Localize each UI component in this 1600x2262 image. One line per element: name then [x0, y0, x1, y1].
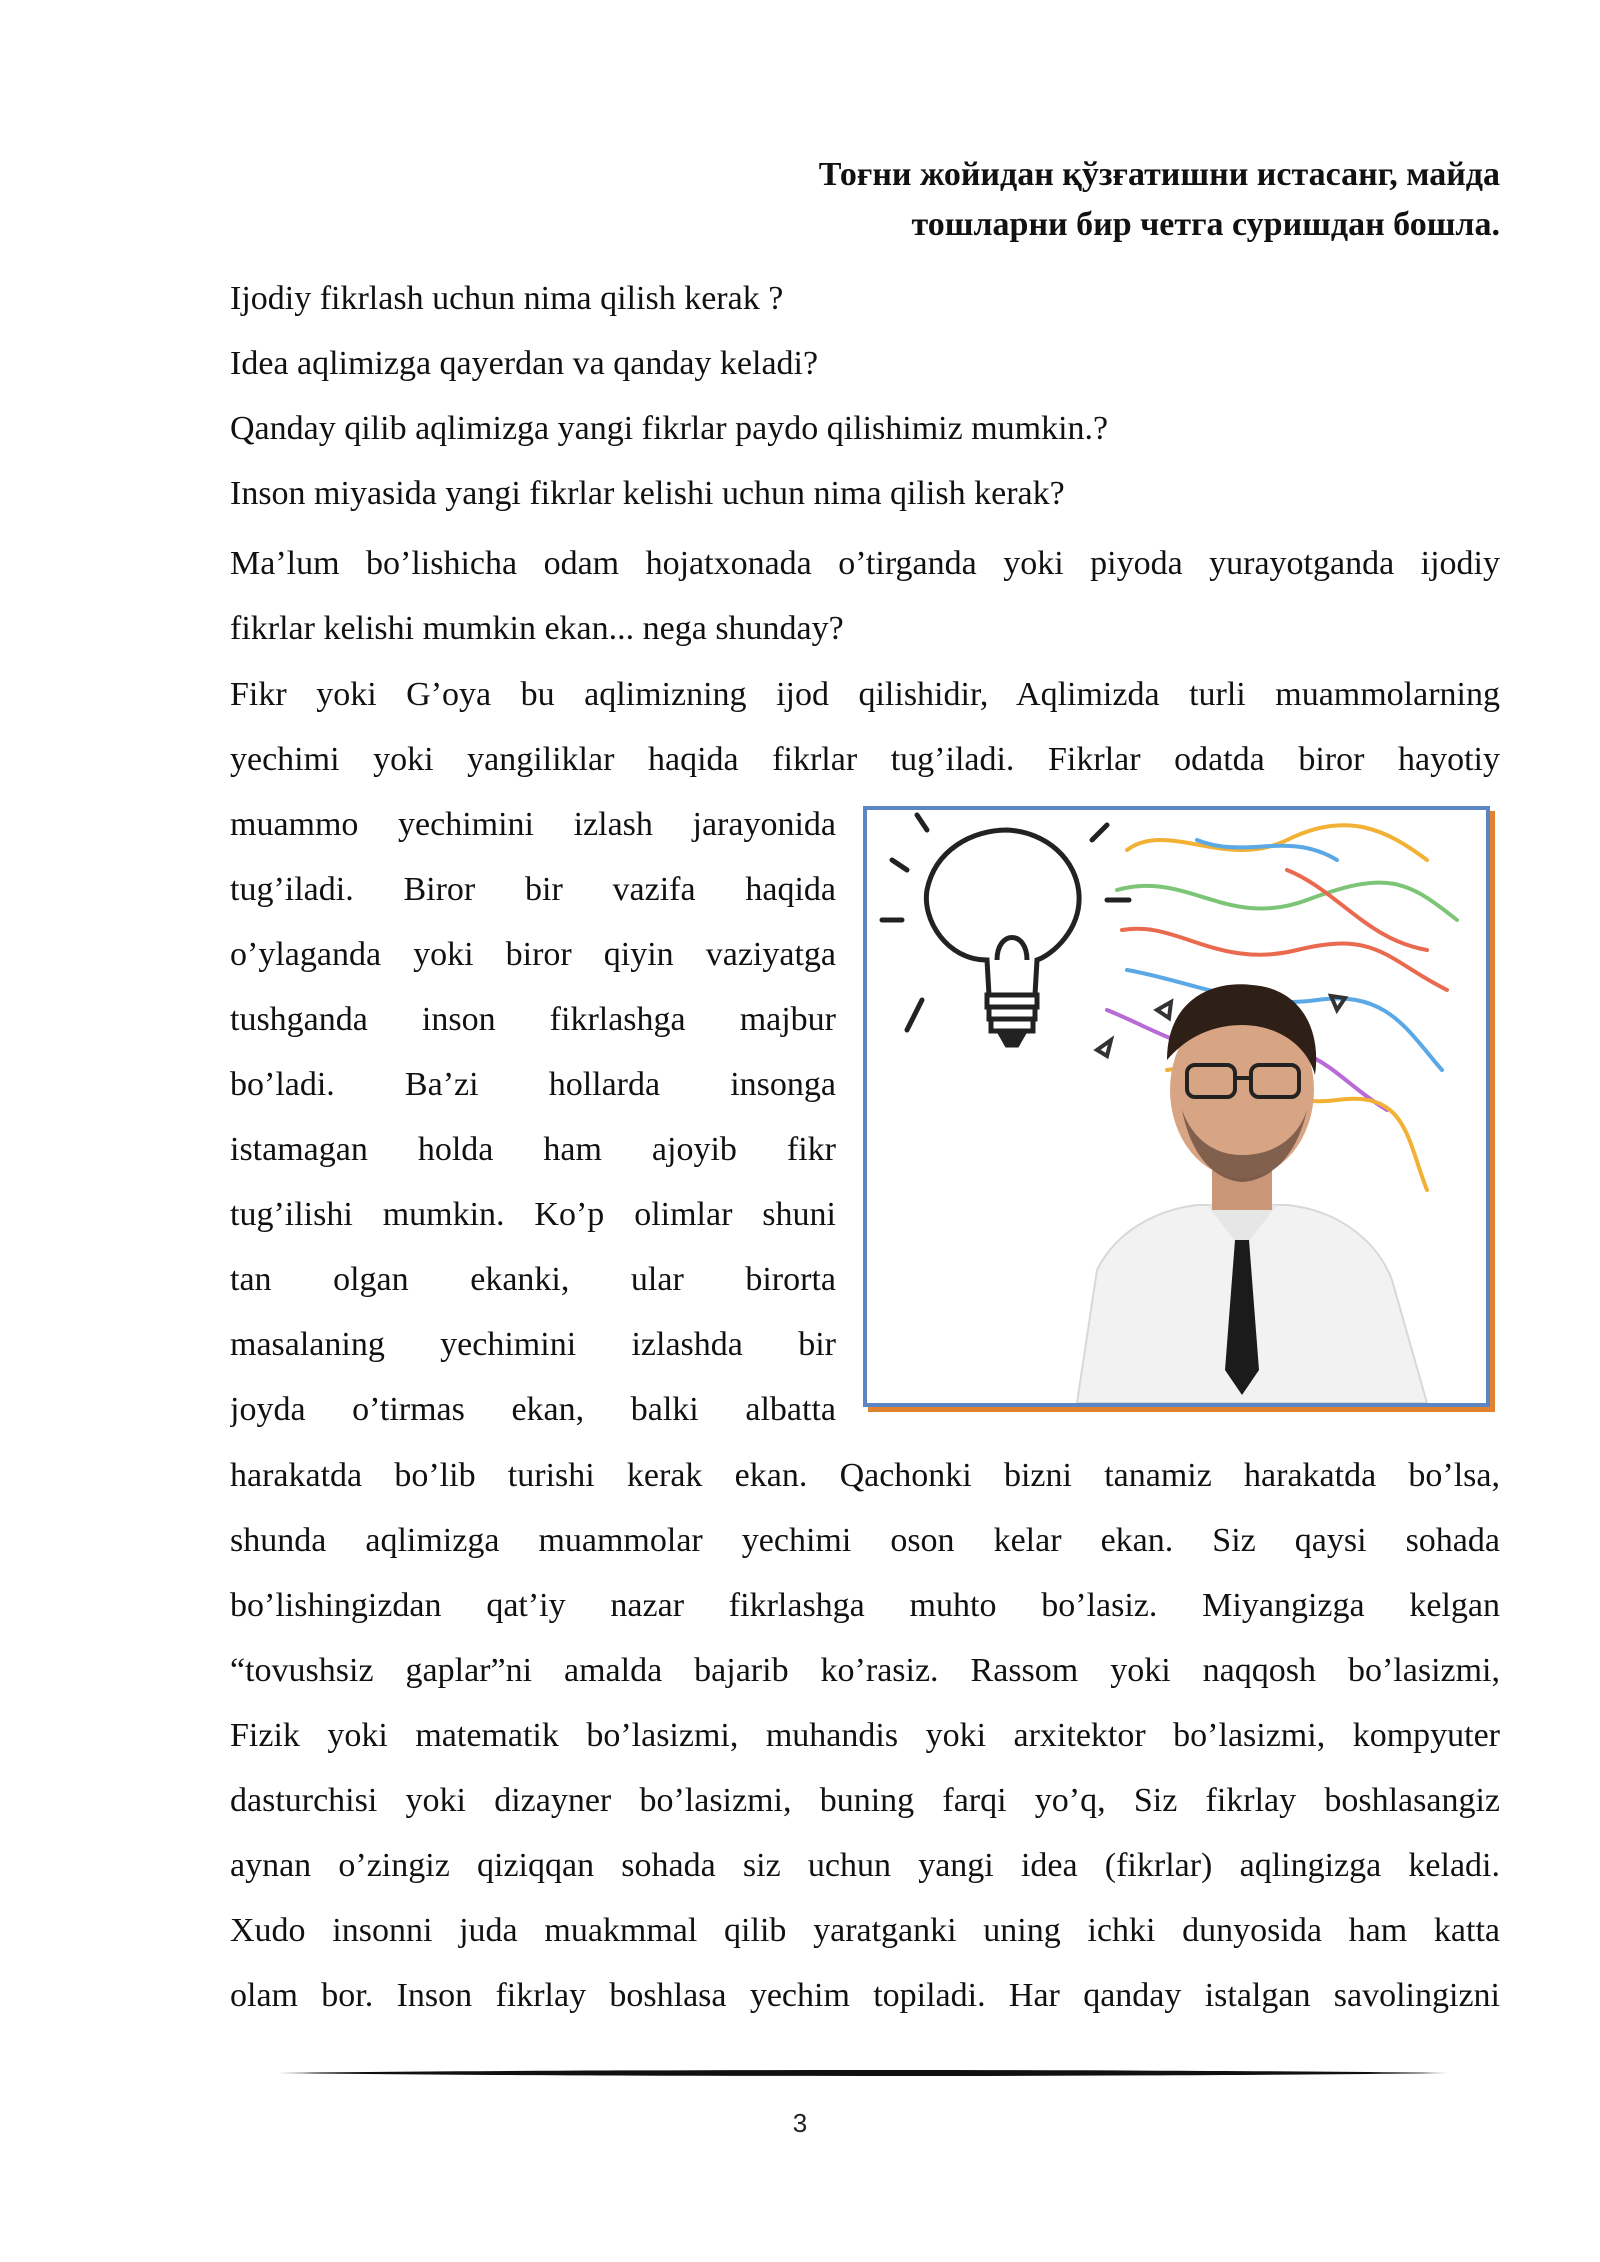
question-line: Ijodiy fikrlash uchun nima qilish kerak ?	[230, 280, 784, 317]
paragraph-line: shunda aqlimizga muammolar yechimi oson kelar ekan. Siz qaysi sohada	[230, 1522, 1500, 1559]
paragraph-line: dasturchisi yoki dizayner bo’lasizmi, buning farqi yo’q, Siz fikrlay boshlasangiz	[230, 1782, 1500, 1819]
man-figure	[1077, 984, 1427, 1403]
paragraph-line: muammo yechimini izlash jarayonida	[230, 806, 836, 843]
page-number: 3	[792, 2108, 808, 2138]
paragraph-line: istamagan holda ham ajoyib fikr	[230, 1131, 836, 1168]
paragraph-line: bo’ladi. Ba’zi hollarda insonga	[230, 1066, 836, 1103]
paragraph-line: tushganda inson fikrlashga majbur	[230, 1001, 836, 1038]
paragraph-line: Fikr yoki G’oya bu aqlimizning ijod qilishidir, Aqlimizda turli muammolarning	[230, 676, 1500, 713]
paragraph-line: tug’iladi. Biror bir vazifa haqida	[230, 871, 836, 908]
epigraph-line: Тоғни жойидан қўзғатишни истасанг, майда	[818, 156, 1500, 193]
paragraph-line: masalaning yechimini izlashda bir	[230, 1326, 836, 1363]
epigraph	[600, 150, 1500, 250]
paragraph-line: “tovushsiz gaplar”ni amalda bajarib ko’rasiz. Rassom yoki naqqosh bo’lasizmi,	[230, 1652, 1500, 1689]
paragraph-line: bo’lishingizdan qat’iy nazar fikrlashga muhto bo’lasiz. Miyangizga kelgan	[230, 1587, 1500, 1624]
paragraph-line: o’ylaganda yoki biror qiyin vaziyatga	[230, 936, 836, 973]
paragraph-line: yechimi yoki yangiliklar haqida fikrlar tug’iladi. Fikrlar odatda biror hayotiy	[230, 741, 1500, 778]
question-line: Idea aqlimizga qayerdan va qanday keladi?	[230, 345, 819, 382]
epigraph-line: тошларни бир четга суришдан бошла.	[911, 206, 1500, 243]
paragraph-line: Xudo insonni juda muakmmal qilib yaratganki uning ichki dunyosida ham katta	[230, 1912, 1500, 1949]
illustration-thinking-man	[863, 806, 1490, 1407]
paragraph-line: tan olgan ekanki, ular birorta	[230, 1261, 836, 1298]
paragraph-line: joyda o’tirmas ekan, balki albatta	[230, 1391, 836, 1428]
question-line: Qanday qilib aqlimizga yangi fikrlar paydo qilishimiz mumkin.?	[230, 410, 1109, 447]
paragraph-line: Ma’lum bo’lishicha odam hojatxonada o’tirganda yoki piyoda yurayotganda ijodiy	[230, 545, 1500, 582]
footer-divider	[278, 2066, 1448, 2080]
paragraph-line: harakatda bo’lib turishi kerak ekan. Qachonki bizni tanamiz harakatda bo’lsa,	[230, 1457, 1500, 1494]
paragraph-line: tug’ilishi mumkin. Ko’p olimlar shuni	[230, 1196, 836, 1233]
paragraph-line: fikrlar kelishi mumkin ekan... nega shunday?	[230, 610, 844, 647]
paragraph-line: olam bor. Inson fikrlay boshlasa yechim topiladi. Har qanday istalgan savolingizni	[230, 1977, 1500, 2014]
question-line: Inson miyasida yangi fikrlar kelishi uchun nima qilish kerak?	[230, 475, 1065, 512]
paragraph-line: Fizik yoki matematik bo’lasizmi, muhandis yoki arxitektor bo’lasizmi, kompyuter	[230, 1717, 1500, 1754]
paragraph-line: aynan o’zingiz qiziqqan sohada siz uchun yangi idea (fikrlar) aqlingizga keladi.	[230, 1847, 1500, 1884]
lightbulb-icon	[926, 830, 1079, 1045]
